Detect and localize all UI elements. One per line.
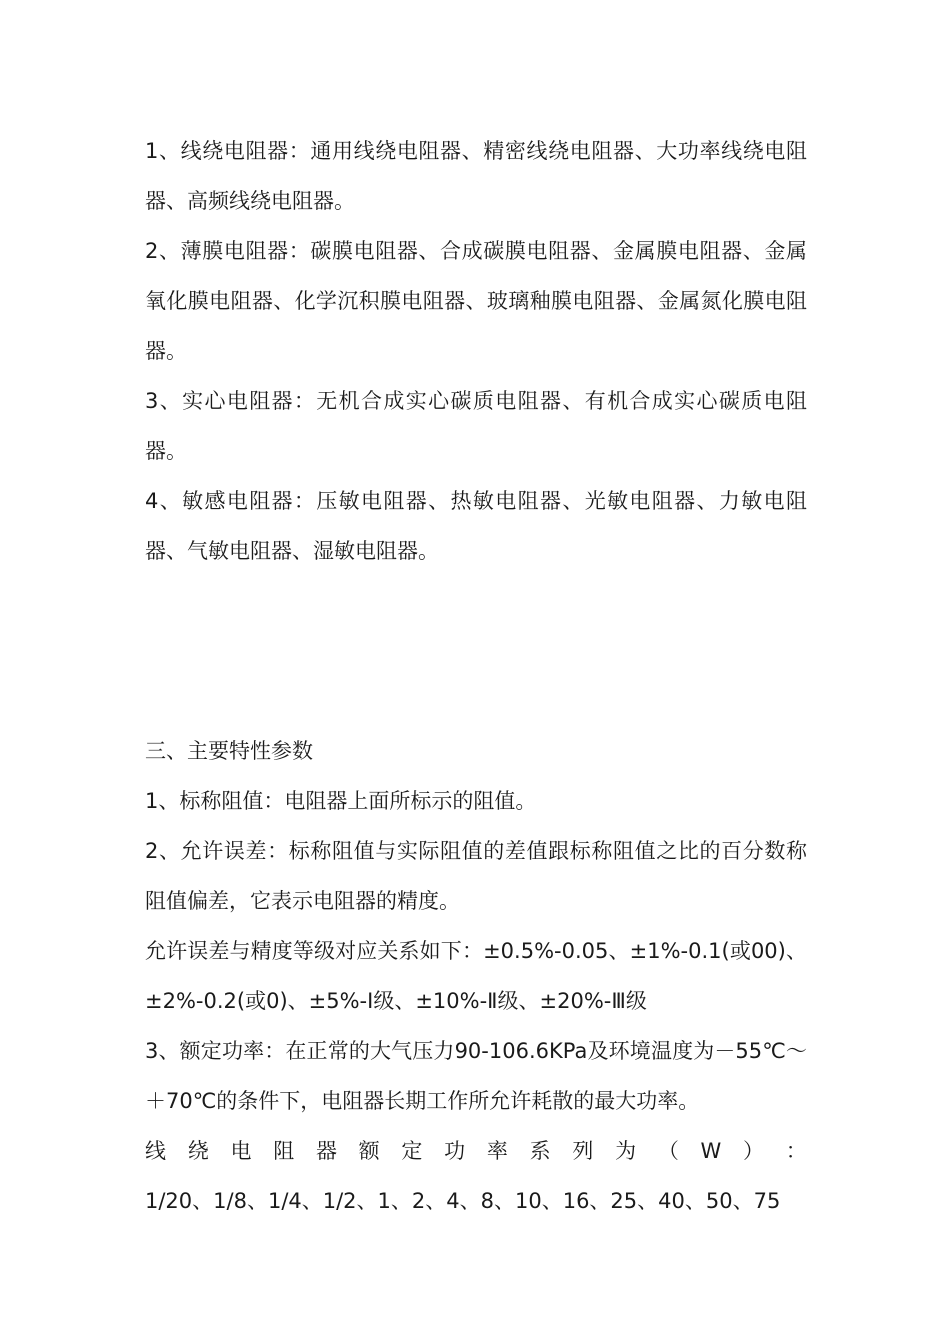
label-char: 为 — [615, 1139, 637, 1163]
wirewound-power-label — [145, 1126, 807, 1176]
label-char: 阻 — [273, 1139, 295, 1163]
section-heading: 三、主要特性参数 — [145, 739, 313, 763]
list-item-wirewound: 1、线绕电阻器：通用线绕电阻器、精密线绕电阻器、大功率线绕电阻器、高频线绕电阻器。 — [145, 139, 807, 213]
label-char: 系 — [529, 1139, 551, 1163]
label-char: 线 — [145, 1139, 166, 1163]
document-page — [145, 126, 807, 1226]
label-char: 额 — [358, 1139, 380, 1163]
label-char: 功 — [444, 1139, 466, 1163]
label-char: 列 — [572, 1139, 594, 1163]
label-char: 率 — [486, 1139, 508, 1163]
list-item-sensitive: 4、敏感电阻器：压敏电阻器、热敏电阻器、光敏电阻器、力敏电阻器、气敏电阻器、湿敏电阻器。 — [145, 489, 807, 563]
label-char: 定 — [401, 1139, 423, 1163]
label-char: 器 — [315, 1139, 337, 1163]
label-char: ： — [785, 1139, 807, 1163]
section-gap — [145, 576, 807, 726]
param-rated-power: 3、额定功率：在正常的大气压力90-106.6KPa及环境温度为－55℃～＋70℃的条件下，电阻器长期工作所允许耗散的最大功率。 — [145, 1039, 807, 1113]
list-item-solid: 3、实心电阻器：无机合成实心碳质电阻器、有机合成实心碳质电阻器。 — [145, 389, 807, 463]
label-char: 绕 — [187, 1139, 209, 1163]
label-char: W — [700, 1139, 722, 1163]
param-nominal-resistance: 1、标称阻值：电阻器上面所标示的阻值。 — [145, 789, 537, 813]
list-item-thin-film: 2、薄膜电阻器：碳膜电阻器、合成碳膜电阻器、金属膜电阻器、金属氧化膜电阻器、化学沉积膜电阻器、玻璃釉膜电阻器、金属氮化膜电阻器。 — [145, 239, 807, 363]
wirewound-power-values: 1/20、1/8、1/4、1/2、1、2、4、8、10、16、25、40、50、75 — [145, 1189, 781, 1213]
label-char: 电 — [230, 1139, 252, 1163]
tolerance-mapping: 允许误差与精度等级对应关系如下：±0.5%-0.05、±1%-0.1(或00)、±2%-0.2(或0)、±5%-Ⅰ级、±10%-Ⅱ级、±20%-Ⅲ级 — [145, 939, 807, 1013]
param-tolerance: 2、允许误差：标称阻值与实际阻值的差值跟标称阻值之比的百分数称阻值偏差，它表示电阻器的精度。 — [145, 839, 807, 913]
label-char: ） — [743, 1139, 765, 1163]
label-char: （ — [657, 1139, 679, 1163]
